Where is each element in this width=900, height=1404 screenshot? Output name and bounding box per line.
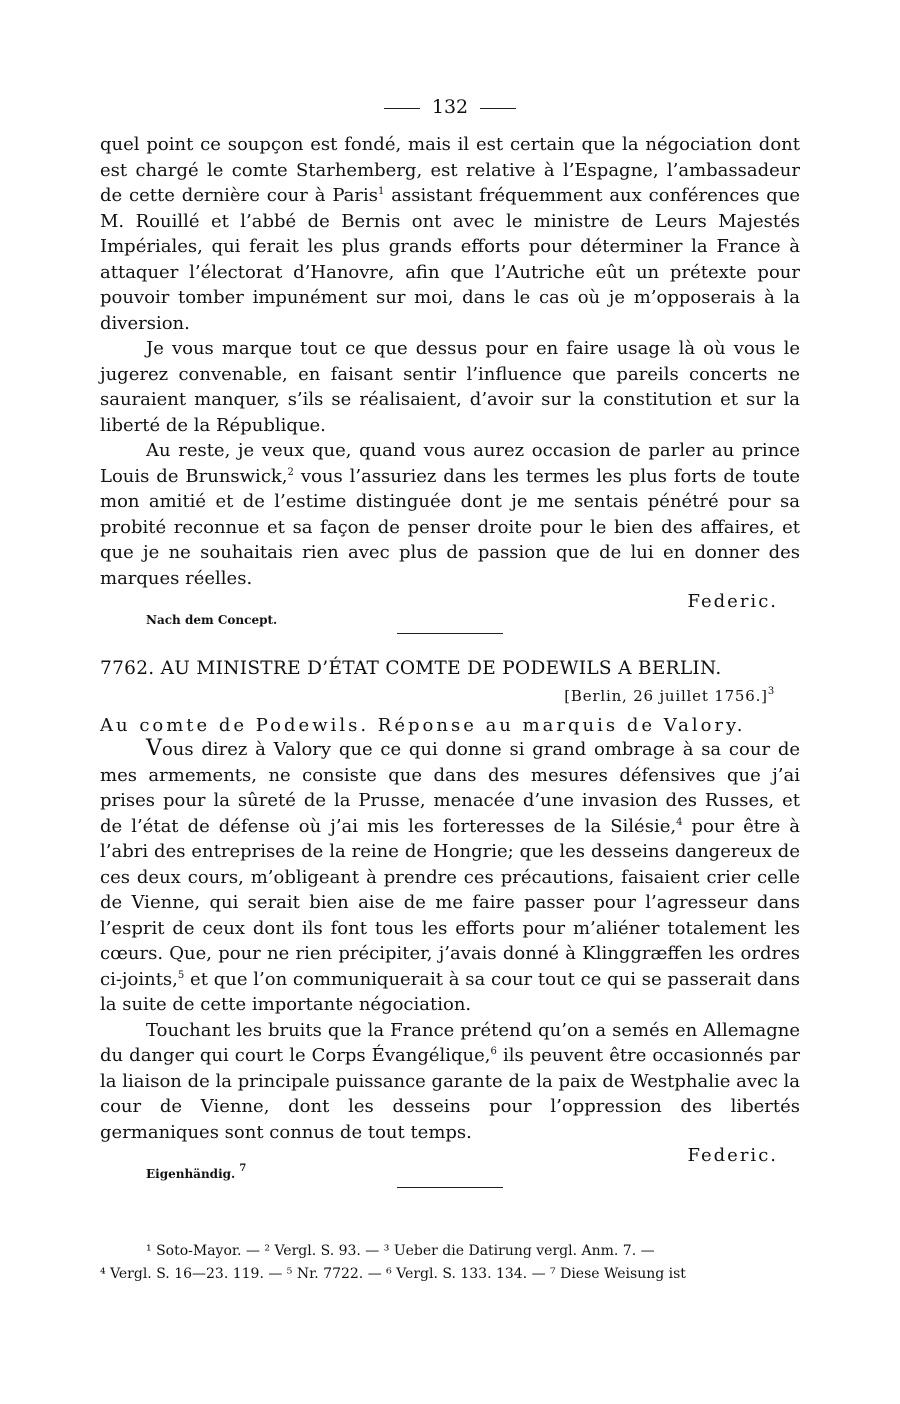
section-divider — [397, 633, 503, 634]
letter1-paragraph-3 — [100, 438, 800, 591]
letter1-paragraph-2: Je vous marque tout ce que dessus pour en faire usage là où vous le jugerez convenable, en faisant sentir l’influence que pareils concerts ne sauraient manquer, s’ils se réalisaient, d’avoir sur la constitution et sur la liberté de la République. — [100, 338, 800, 436]
footnote-mark: 5 — [177, 969, 185, 981]
date-text: [Berlin, 26 juillet 1756.] — [564, 687, 768, 705]
source-note-text: Eigenhändig. — [146, 1167, 236, 1181]
signature-row — [100, 591, 800, 621]
signature: Federic. — [687, 591, 778, 612]
letter-heading: 7762. AU MINISTRE D’ÉTAT COMTE DE PODEWILS A BERLIN. — [100, 658, 722, 679]
letter2-text-2a: Touchant les bruits que la France prétend qu’on a semés en Allemagne du danger qui court le Corps Évangélique, — [100, 1019, 800, 1066]
footnotes — [100, 1240, 800, 1286]
letter2-text-1a: ous direz à Valory que ce qui donne si grand ombrage à sa cour de mes armements, ne consiste que dans des mesures défensives que j’ai prises pour la sûreté de la Prusse, menacée d’une invasion des Russes, et de l’état de défense où j’ai mis les forteresses de la Silésie, — [100, 739, 800, 837]
letter2-paragraph-2 — [100, 1018, 800, 1146]
letter2-text-1c: et que l’on communiquerait à sa cour tout ce qui se passerait dans la suite de cette importante négociation. — [100, 968, 800, 1015]
footnote-line-2: ⁴ Vergl. S. 16—23. 119. — ⁵ Nr. 7722. — ⁶ Vergl. S. 133. 134. — ⁷ Diese Weisung ist — [100, 1266, 686, 1282]
letter2-text-1b: pour être à l’abri des entreprises de la reine de Hongrie; que les desseins dangereux de ces deux cours, m’obligeant à prendre ces précautions, faisaient crier celle de Vienne, qui serait bien aise de me faire passer pour l’agresseur dans l’esprit de ceux dont ils font tous les efforts pour m’aliéner totalement les cœurs. Que, pour ne rien précipiter, j’avais donné à Klinggræffen les ordres ci-joints, — [100, 815, 800, 990]
letter1-text-3b: vous l’assuriez dans les termes les plus forts de toute mon amitié et de l’estime distinguée dont je me sentais pénétré pour sa probité reconnue et sa façon de penser droite pour le bien des affaires, et que je ne souhaitais rien avec plus de passion que de lui en donner des marques réelles. — [100, 465, 800, 589]
source-note: Nach dem Concept. — [146, 613, 278, 627]
footnote-mark: 4 — [676, 816, 683, 828]
letter2-text-2b: ils peuvent être occasionnés par la liaison de la principale puissance garante de la paix de Westphalie avec la cour de Vienne, dont les desseins pour l’oppression des libertés germaniques sont connus de tout temps. — [100, 1045, 800, 1143]
letter1-paragraph-1 — [100, 132, 800, 336]
footnote-mark: 1 — [377, 186, 385, 197]
page-number: 132 — [431, 96, 469, 118]
header-rule-left — [384, 108, 420, 109]
signature: Federic. — [687, 1145, 778, 1166]
footnote-mark: 6 — [490, 1046, 497, 1057]
initial-letter: V — [146, 736, 162, 761]
header-rule-right — [480, 108, 516, 109]
letter1-text-3a: Au reste, je veux que, quand vous aurez occasion de parler au prince Louis de Brunswick, — [100, 440, 800, 487]
footnote-line-1: ¹ Soto-Mayor. — ² Vergl. S. 93. — ³ Ueber die Datirung vergl. Anm. 7. — — [146, 1243, 655, 1259]
dateline — [100, 687, 800, 705]
footnote-mark: 3 — [767, 686, 775, 697]
addressee-line: Au comte de Podewils. Réponse au marquis de Valory. — [100, 715, 746, 736]
letter1-text-1a: quel point ce soupçon est fondé, mais il est certain que la négociation dont est chargé le comte Starhemberg, est relative à l’Espagne, l’ambassadeur de cette dernière cour à Paris — [100, 134, 800, 206]
letter2-paragraph-1 — [100, 736, 800, 1018]
section-divider — [397, 1187, 503, 1188]
signature-row — [100, 1145, 800, 1175]
letter1-text-1b: assistant fréquemment aux conférences que M. Rouillé et l’abbé de Bernis ont avec le ministre de Leurs Majestés Impériales, qui ferait les plus grands efforts pour déterminer la France à attaquer l’électorat d’Hanovre, afin que l’Autriche eût un prétexte pour pouvoir tomber impunément sur moi, dans le cas où je m’opposerais à la diversion. — [100, 185, 800, 334]
document-page — [100, 92, 800, 1188]
footnote-mark: 7 — [239, 1163, 247, 1174]
footnote-mark: 2 — [287, 466, 294, 478]
page-header — [100, 92, 800, 122]
